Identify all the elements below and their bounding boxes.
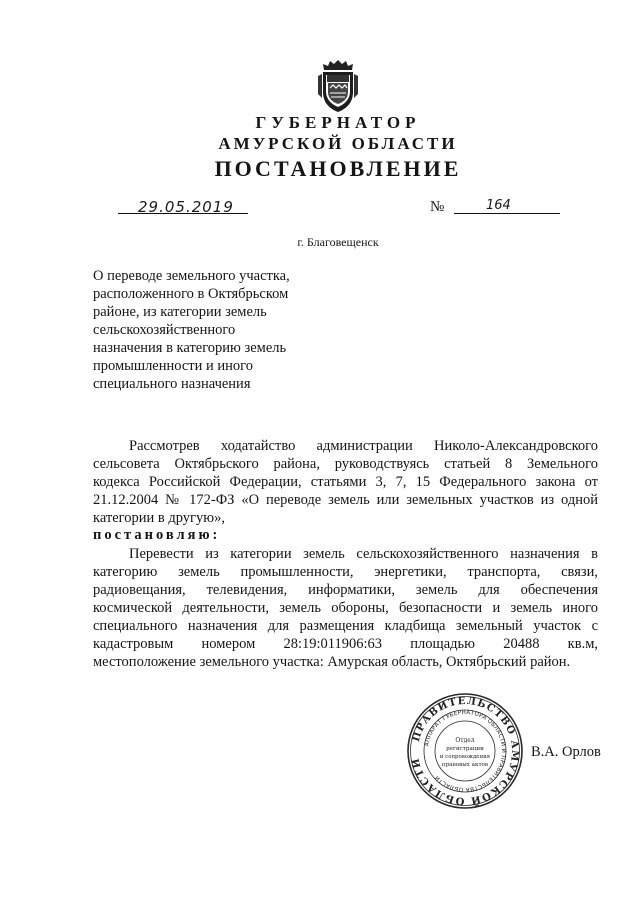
paragraph-line: категорию земель промышленности, энергетики, транспорта, связи, <box>93 564 598 580</box>
seal-center-line: правовых актов <box>441 762 489 768</box>
paragraph-line: сельсовета Октябрьского района, руководствуясь статьей 8 Земельного <box>93 456 598 472</box>
subject-line: промышленности и иного <box>93 358 254 374</box>
subject-line: специального назначения <box>93 376 251 392</box>
governor-title: ГУБЕРНАТОР <box>255 113 421 132</box>
city-name: г. Благовещенск <box>297 235 379 249</box>
paragraph-line: 21.12.2004 № 172-ФЗ «О переводе земель или земельных участков из одной <box>93 492 598 508</box>
paragraph-line: космической деятельности, земель обороны, безопасности и земель иного <box>93 600 598 616</box>
paragraph-line: местоположение земельного участка: Амурская область, Октябрьский район. <box>93 654 571 670</box>
region-title: АМУРСКОЙ ОБЛАСТИ <box>218 134 458 153</box>
subject-line: сельскохозяйственного <box>93 322 236 338</box>
number-underline <box>454 213 560 214</box>
paragraph-line: категории в другую», <box>93 510 225 526</box>
document-date: 29.05.2019 <box>138 198 234 216</box>
seal-outer-text: ПРАВИТЕЛЬСТВО АМУРСКОЙ ОБЛАСТИ <box>410 695 521 807</box>
number-sign: № <box>430 199 445 215</box>
subject-line: назначения в категорию земель <box>93 340 287 356</box>
seal-middle-text: АППАРАТ ГУБЕРНАТОРА ОБЛАСТИ И ПРАВИТЕЛЬСТВА ОБЛАСТИ <box>424 709 507 793</box>
seal-center-line: и сопровождения <box>439 754 491 760</box>
seal-center-line: Отдел <box>455 737 475 744</box>
official-seal <box>406 692 524 810</box>
signatory-name: В.А. Орлов <box>531 744 601 760</box>
paragraph-line: Перевести из категории земель сельскохозяйственного назначения в <box>129 546 598 562</box>
subject-line: расположенного в Октябрьском <box>93 286 289 302</box>
document-type-title: ПОСТАНОВЛЕНИЕ <box>214 156 462 181</box>
seal-center-line: регистрации <box>446 746 484 752</box>
decree-subject <box>93 267 333 393</box>
subject-line: О переводе земельного участка, <box>93 268 290 284</box>
document-number: 164 <box>486 198 511 213</box>
paragraph-line: Рассмотрев ходатайство администрации Николо-Александровского <box>129 438 598 454</box>
preamble-paragraph <box>93 437 598 527</box>
coat-of-arms-emblem <box>316 58 360 114</box>
decree-word: постановляю: <box>93 527 221 543</box>
paragraph-line: радиовещания, телевидения, информатики, земель для обеспечения <box>93 582 598 598</box>
operative-paragraph <box>93 545 598 671</box>
subject-line: районе, из категории земель <box>93 304 267 320</box>
paragraph-line: кодекса Российской Федерации, статьями 3, 7, 15 Федерального закона от <box>93 474 598 490</box>
paragraph-line: специального назначения для размещения кладбища земельный участок с <box>93 618 598 634</box>
paragraph-line: кадастровым номером 28:19:011906:63 площадью 20488 кв.м, <box>93 636 598 652</box>
